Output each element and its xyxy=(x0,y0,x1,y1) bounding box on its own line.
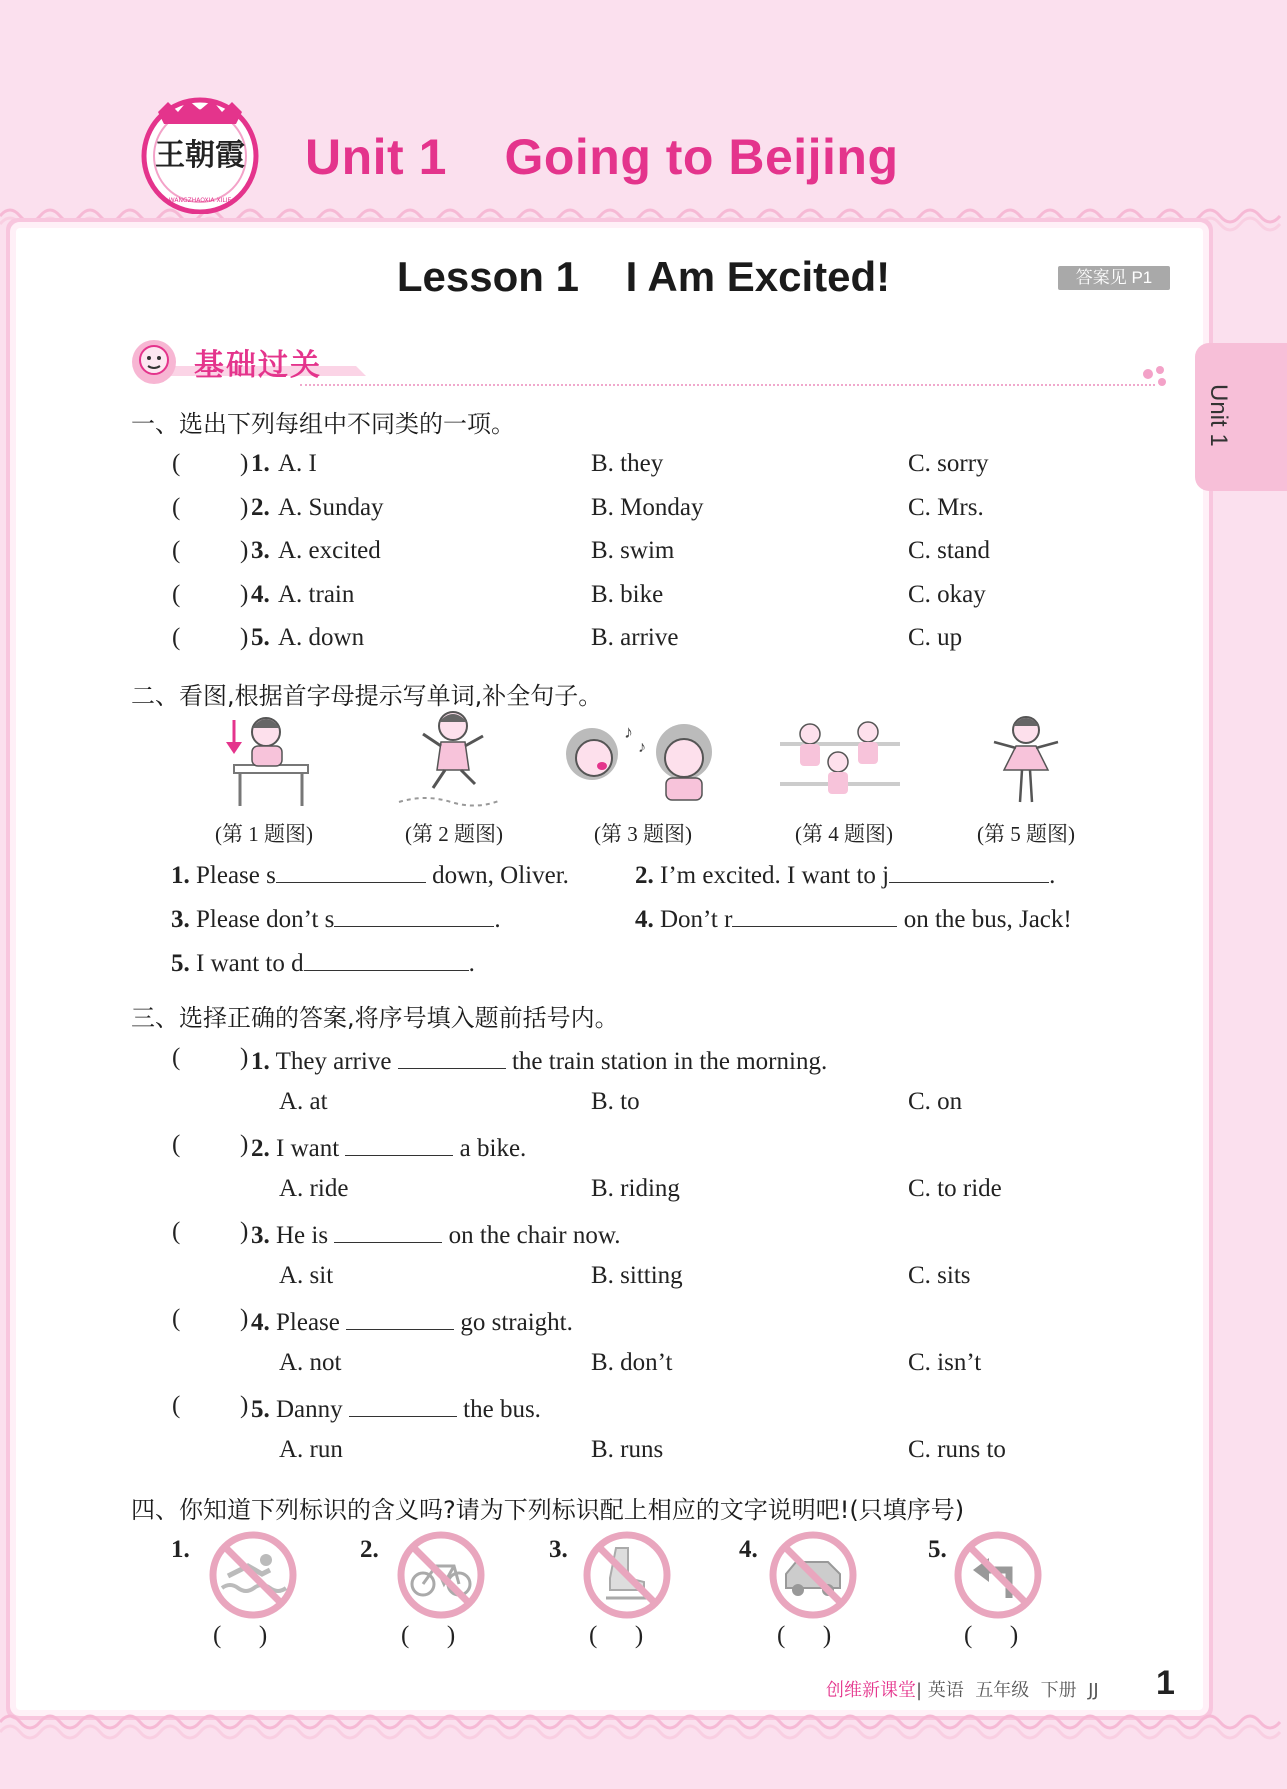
picture-caption: (第 3 题图) xyxy=(594,822,692,846)
svg-text:♪: ♪ xyxy=(638,739,646,756)
answer-bracket[interactable]: ( xyxy=(172,1131,181,1158)
no-swimming-icon xyxy=(208,1530,298,1620)
part2-heading: 二、看图,根据首字母提示写单词,补全句子。 xyxy=(131,682,603,710)
sign-number: 4. xyxy=(739,1536,758,1563)
option-c: C. stand xyxy=(908,537,990,564)
option-a: A. run xyxy=(279,1436,343,1463)
option-c: C. sorry xyxy=(908,450,989,477)
option-b: B. they xyxy=(591,450,664,477)
sign-number: 2. xyxy=(360,1536,379,1563)
answer-bracket[interactable]: ( xyxy=(172,494,181,521)
answer-bracket[interactable]: ( xyxy=(172,581,181,608)
option-b: B. don’t xyxy=(591,1349,673,1376)
logo-ring-text: WANGZHAOXIA XILIE xyxy=(168,197,232,204)
no-skating-icon xyxy=(582,1530,672,1620)
no-bicycle-icon xyxy=(396,1530,486,1620)
option-c: C. okay xyxy=(908,581,986,608)
logo-text: 王朝霞 xyxy=(155,138,245,173)
answer-reference-badge: 答案见 P1 xyxy=(1058,266,1170,290)
picture-caption: (第 5 题图) xyxy=(977,822,1075,846)
answer-bracket[interactable]: ( xyxy=(172,624,181,651)
question-text: 5. Danny the bus. xyxy=(251,1392,541,1424)
option-c: C. to ride xyxy=(908,1175,1002,1202)
option-a: A. excited xyxy=(278,537,381,564)
picture-caption: (第 1 题图) xyxy=(215,822,313,846)
answer-bracket[interactable]: ( xyxy=(172,1044,181,1071)
sign-number: 1. xyxy=(171,1536,190,1563)
part4-heading: 四、你知道下列标识的含义吗?请为下列标识配上相应的文字说明吧!(只填序号) xyxy=(131,1496,965,1524)
item-number: 5. xyxy=(251,624,270,651)
fill-sentence-1: 1. Please s down, Oliver. xyxy=(171,858,569,890)
item-number: 2. xyxy=(251,494,270,521)
question-text: 1. They arrive the train station in the morning. xyxy=(251,1044,827,1076)
footer-details: | 英语 五年级 下册 JJ xyxy=(916,1680,1099,1701)
option-a: A. train xyxy=(278,581,355,608)
section-divider xyxy=(300,384,1155,386)
fill-sentence-5: 5. I want to d . xyxy=(171,946,475,978)
answer-blank[interactable] xyxy=(349,1392,457,1417)
publisher-logo xyxy=(138,90,262,214)
no-cars-icon xyxy=(768,1530,858,1620)
option-b: B. Monday xyxy=(591,494,704,521)
question-text: 3. He is on the chair now. xyxy=(251,1218,621,1250)
sign-answer-bracket[interactable]: ( ) xyxy=(213,1622,268,1649)
option-b: B. sitting xyxy=(591,1262,683,1289)
answer-blank[interactable] xyxy=(334,1218,442,1243)
page-number: 1 xyxy=(1156,1664,1175,1702)
footer-wave-border xyxy=(0,1708,1287,1748)
option-a: A. I xyxy=(278,450,317,477)
option-a: A. not xyxy=(279,1349,342,1376)
question-text: 2. I want a bike. xyxy=(251,1131,526,1163)
svg-text:♪: ♪ xyxy=(624,722,633,742)
picture-caption: (第 2 题图) xyxy=(405,822,503,846)
option-a: A. ride xyxy=(279,1175,349,1202)
answer-blank[interactable] xyxy=(276,858,426,883)
option-c: C. runs to xyxy=(908,1436,1006,1463)
section-label: 基础过关 xyxy=(194,349,322,382)
sign-answer-bracket[interactable]: ( ) xyxy=(777,1622,832,1649)
sign-number: 5. xyxy=(928,1536,947,1563)
option-b: B. riding xyxy=(591,1175,680,1202)
option-a: A. down xyxy=(278,624,365,651)
item-number: 3. xyxy=(251,537,270,564)
sign-answer-bracket[interactable]: ( ) xyxy=(401,1622,456,1649)
option-a: A. at xyxy=(279,1088,328,1115)
option-c: C. sits xyxy=(908,1262,971,1289)
answer-blank[interactable] xyxy=(345,1131,453,1156)
footer-info xyxy=(826,1676,1099,1702)
item-number: 4. xyxy=(251,581,270,608)
answer-blank[interactable] xyxy=(304,946,469,971)
picture-caption: (第 4 题图) xyxy=(795,822,893,846)
option-c: C. on xyxy=(908,1088,963,1115)
option-c: C. Mrs. xyxy=(908,494,984,521)
answer-bracket[interactable]: ( xyxy=(172,450,181,477)
option-b: B. bike xyxy=(591,581,664,608)
option-b: B. swim xyxy=(591,537,675,564)
option-a: A. Sunday xyxy=(278,494,384,521)
option-c: C. up xyxy=(908,624,963,651)
answer-blank[interactable] xyxy=(889,858,1049,883)
question-text: 4. Please go straight. xyxy=(251,1305,573,1337)
option-b: B. to xyxy=(591,1088,640,1115)
option-c: C. isn’t xyxy=(908,1349,982,1376)
fill-sentence-2: 2. I’m excited. I want to j . xyxy=(635,858,1055,890)
answer-blank[interactable] xyxy=(334,902,494,927)
sign-number: 3. xyxy=(549,1536,568,1563)
option-a: A. sit xyxy=(279,1262,334,1289)
part1-heading: 一、选出下列每组中不同类的一项。 xyxy=(131,410,515,438)
answer-bracket[interactable]: ( xyxy=(172,537,181,564)
picture-sit-down xyxy=(220,710,320,810)
picture-dance xyxy=(780,712,900,802)
dots-decoration xyxy=(1140,364,1170,390)
answer-bracket[interactable]: ( xyxy=(172,1305,181,1332)
sign-answer-bracket[interactable]: ( ) xyxy=(964,1622,1019,1649)
fill-sentence-4: 4. Don’t r on the bus, Jack! xyxy=(635,902,1072,934)
picture-ballet xyxy=(986,712,1066,808)
answer-blank[interactable] xyxy=(732,902,897,927)
option-b: B. runs xyxy=(591,1436,664,1463)
picture-sing xyxy=(556,712,726,802)
part3-heading: 三、选择正确的答案,将序号填入题前括号内。 xyxy=(131,1004,619,1032)
item-number: 1. xyxy=(251,450,270,477)
sign-answer-bracket[interactable]: ( ) xyxy=(589,1622,644,1649)
answer-bracket[interactable]: ( xyxy=(172,1218,181,1245)
answer-blank[interactable] xyxy=(346,1305,454,1330)
side-tab-label: Unit 1 xyxy=(1205,383,1232,447)
unit-title: Unit 1 Going to Beijing xyxy=(305,129,899,185)
answer-bracket[interactable]: ( xyxy=(172,1392,181,1419)
picture-jump xyxy=(395,706,505,810)
answer-blank[interactable] xyxy=(398,1044,506,1069)
no-left-turn-icon xyxy=(953,1530,1043,1620)
option-b: B. arrive xyxy=(591,624,679,651)
lesson-title: Lesson 1 I Am Excited! xyxy=(396,253,891,300)
footer-brand: 创维新课堂 xyxy=(826,1680,916,1701)
fill-sentence-3: 3. Please don’t s . xyxy=(171,902,501,934)
